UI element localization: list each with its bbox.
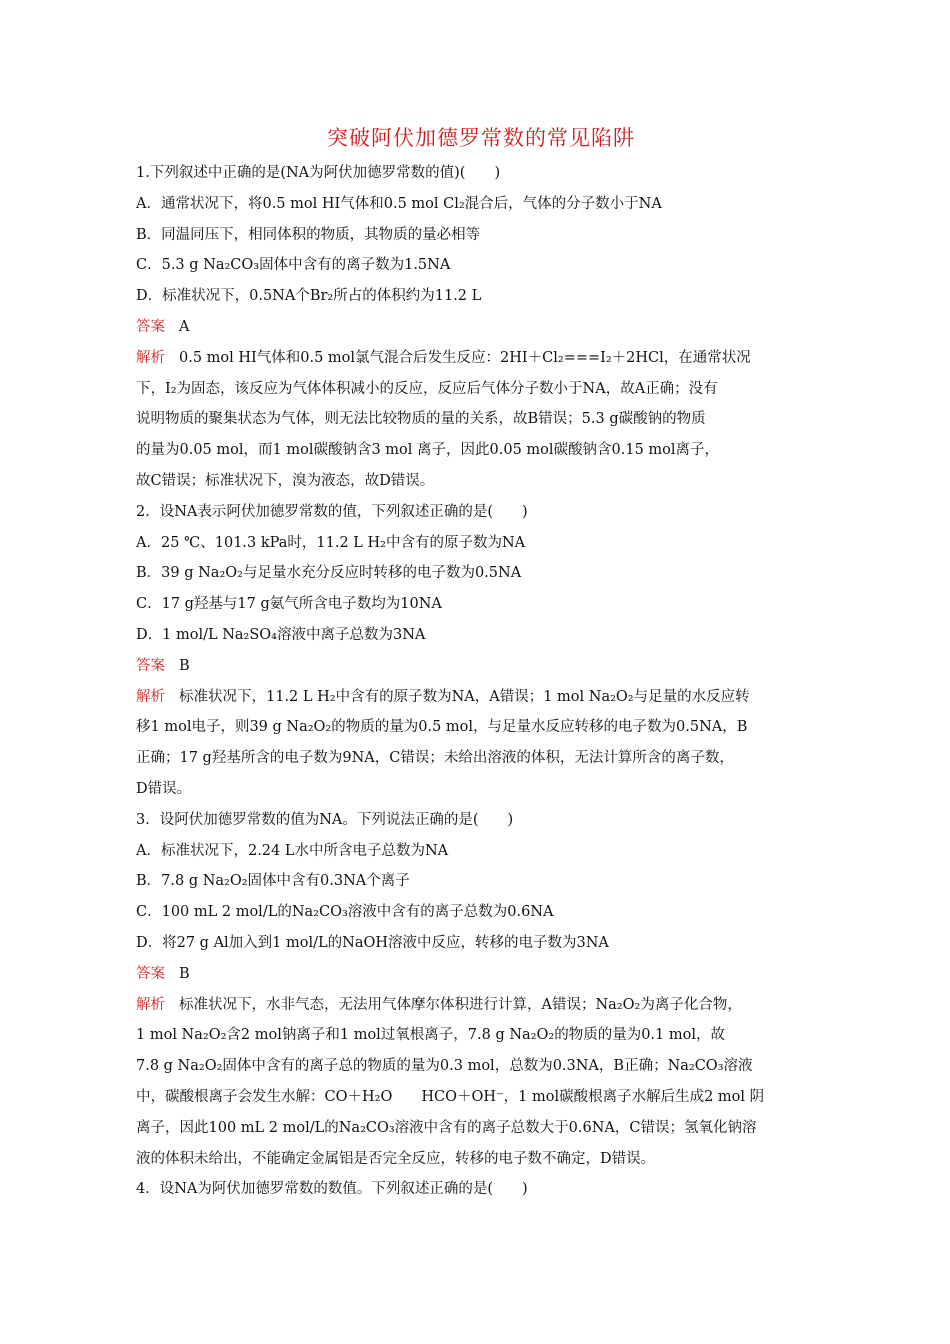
answer-line <box>136 959 826 990</box>
answer-line <box>136 651 826 682</box>
question-2 <box>136 497 826 805</box>
document-page <box>136 118 826 1205</box>
explanation-line: 解析 0.5 mol HI气体和0.5 mol氯气混合后发生反应：2HI＋Cl₂===I₂＋2HCl，在通常状况 <box>136 349 751 366</box>
option-b: B．同温同压下，相同体积的物质，其物质的量必相等 <box>136 226 481 243</box>
question-stem: 3．设阿伏加德罗常数的值为NA。下列说法正确的是( ) <box>136 811 514 828</box>
explanation-line: D错误。 <box>136 780 192 797</box>
explanation-line: 移1 mol电子，则39 g Na₂O₂的物质的量为0.5 mol，与足量水反应转移的电子数为0.5NA，B <box>136 719 748 736</box>
explanation-line: 正确；17 g羟基所含的电子数为9NA，C错误；未给出溶液的体积，无法计算所含的离子数， <box>136 750 734 767</box>
option-c: C．5.3 g Na₂CO₃固体中含有的离子数为1.5NA <box>136 257 451 274</box>
explanation-line: 解析 标准状况下，水非气态，无法用气体摩尔体积进行计算，A错误；Na₂O₂为离子化合物， <box>136 996 742 1013</box>
question-stem: 4．设NA为阿伏加德罗常数的数值。下列叙述正确的是( ) <box>136 1181 528 1198</box>
option-a: A．通常状况下，将0.5 mol HI气体和0.5 mol Cl₂混合后，气体的分子数小于NA <box>136 195 662 212</box>
option-d: D．将27 g Al加入到1 mol/L的NaOH溶液中反应，转移的电子数为3NA <box>136 934 609 951</box>
answer-value: A <box>179 318 190 335</box>
question-stem: 2．设NA表示阿伏加德罗常数的值，下列叙述正确的是( ) <box>136 503 528 520</box>
option-a: A．25 ℃、101.3 kPa时，11.2 L H₂中含有的原子数为NA <box>136 534 526 551</box>
answer-line <box>136 312 826 343</box>
option-d: D．1 mol/L Na₂SO₄溶液中离子总数为3NA <box>136 626 426 643</box>
option-b: B．7.8 g Na₂O₂固体中含有0.3NA个离子 <box>136 873 410 890</box>
page-title: 突破阿伏加德罗常数的常见陷阱 <box>327 126 635 150</box>
explanation-line: 故C错误；标准状况下，溴为液态，故D错误。 <box>136 472 435 489</box>
explanation-line: 1 mol Na₂O₂含2 mol钠离子和1 mol过氧根离子，7.8 g Na₂O₂的物质的量为0.1 mol，故 <box>136 1027 725 1044</box>
answer-value: B <box>179 965 190 982</box>
answer-value: B <box>179 657 190 674</box>
explanation-line: 的量为0.05 mol，而1 mol碳酸钠含3 mol 离子，因此0.05 mol碳酸钠含0.15 mol离子， <box>136 442 720 459</box>
question-1 <box>136 158 826 497</box>
option-a: A．标准状况下，2.24 L水中所含电子总数为NA <box>136 842 449 859</box>
explanation-line: 7.8 g Na₂O₂固体中含有的离子总的物质的量为0.3 mol，总数为0.3NA，B正确；Na₂CO₃溶液 <box>136 1058 753 1075</box>
answer-label: 答案 <box>136 965 165 982</box>
question-4 <box>136 1174 826 1205</box>
answer-label: 答案 <box>136 657 165 674</box>
option-c: C．17 g羟基与17 g氨气所含电子数均为10NA <box>136 596 442 613</box>
explain-label: 解析 <box>136 349 165 366</box>
explanation-line: 说明物质的聚集状态为气体，则无法比较物质的量的关系，故B错误；5.3 g碳酸钠的物质 <box>136 411 706 428</box>
question-3 <box>136 805 826 1175</box>
answer-label: 答案 <box>136 318 165 335</box>
explanation-line: 下，I₂为固态，该反应为气体体积减小的反应，反应后气体分子数小于NA，故A正确；没有 <box>136 380 718 397</box>
explanation-line: 解析 标准状况下，11.2 L H₂中含有的原子数为NA，A错误；1 mol Na₂O₂与足量的水反应转 <box>136 688 750 705</box>
option-c: C．100 mL 2 mol/L的Na₂CO₃溶液中含有的离子总数为0.6NA <box>136 904 554 921</box>
explanation-line: 离子，因此100 mL 2 mol/L的Na₂CO₃溶液中含有的离子总数大于0.6NA，C错误；氢氧化钠溶 <box>136 1119 757 1136</box>
option-b: B．39 g Na₂O₂与足量水充分反应时转移的电子数为0.5NA <box>136 565 522 582</box>
explanation-line: 中，碳酸根离子会发生水解：CO＋H₂O HCO＋OH⁻，1 mol碳酸根离子水解后生成2 mol 阴 <box>136 1088 765 1105</box>
explain-label: 解析 <box>136 996 165 1013</box>
question-stem: 1.下列叙述中正确的是(NA为阿伏加德罗常数的值)( ) <box>136 165 501 181</box>
explain-label: 解析 <box>136 688 165 705</box>
explanation-line: 液的体积未给出，不能确定金属铝是否完全反应，转移的电子数不确定，D错误。 <box>136 1150 656 1167</box>
option-d: D．标准状况下，0.5NA个Br₂所占的体积约为11.2 L <box>136 288 482 305</box>
